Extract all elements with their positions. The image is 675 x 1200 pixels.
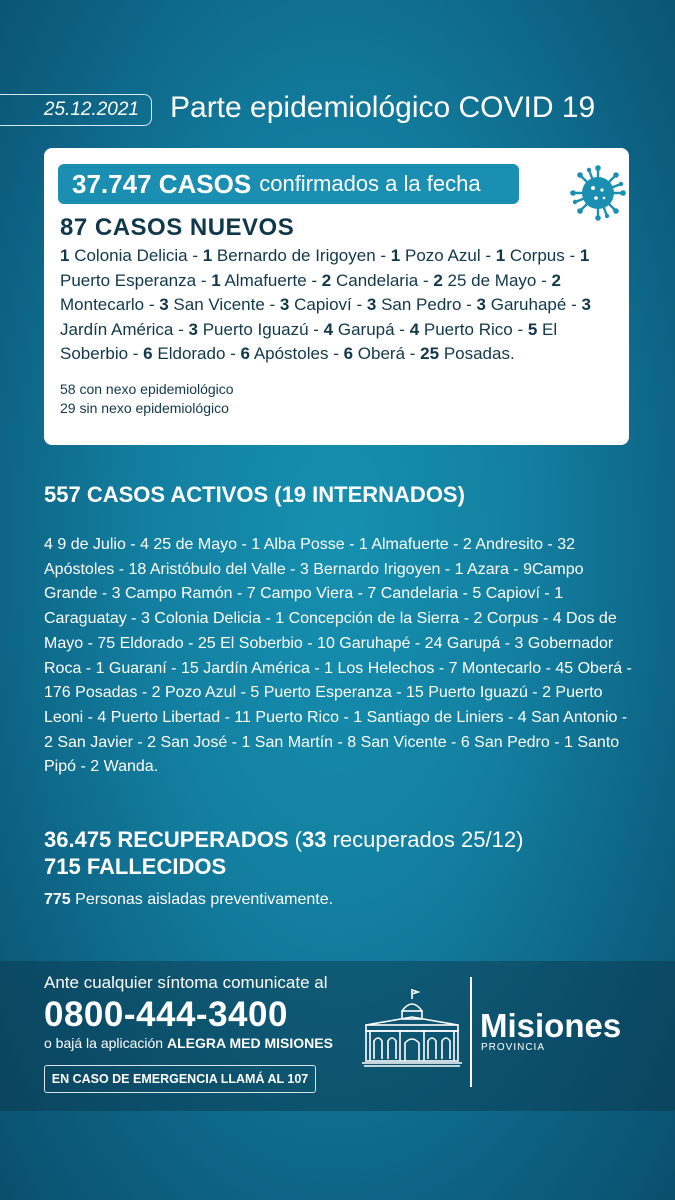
active-case-item: 7 Candelaria [367, 585, 459, 603]
new-case-place: Candelaria [335, 270, 419, 290]
new-case-item [367, 295, 462, 314]
active-case-item: 10 Garuhapé [317, 634, 411, 652]
isolated-line [44, 891, 333, 909]
new-case-item [60, 246, 188, 265]
active-case-item: 2 Corpus [473, 610, 539, 628]
active-case-item: 2 Wanda. [90, 758, 159, 776]
new-case-count: 2 [433, 270, 443, 290]
new-case-place: Puerto Esperanza [60, 270, 197, 290]
new-case-count: 1 [579, 246, 590, 265]
active-case-item: 176 Posadas [44, 684, 138, 702]
active-case-item: 9Campo Grande [44, 560, 584, 603]
new-case-count: 2 [321, 270, 332, 290]
new-case-count: 25 [420, 344, 440, 364]
nexo-without: 29 sin nexo epidemiológico [60, 400, 229, 416]
new-case-place: Bernardo de Irigoyen [216, 246, 376, 265]
new-case-item [143, 344, 225, 363]
recovered-open: ( [294, 827, 302, 852]
date-badge [0, 94, 152, 126]
footer-contact-text: Ante cualquier síntoma comunicate al [44, 973, 328, 992]
virus-icon [568, 163, 628, 223]
new-case-item [391, 246, 481, 265]
active-case-item: 2 San José [147, 733, 228, 751]
new-case-count: 4 [409, 319, 420, 339]
new-case-item [410, 320, 513, 339]
new-case-count: 3 [581, 295, 591, 315]
active-case-item: 1 San Martín [241, 733, 334, 751]
active-case-item: 4 25 de Mayo [140, 536, 238, 553]
active-case-item: 1 Santo Pipó [44, 733, 620, 776]
isolated-text: Personas aisladas preventivamente. [75, 891, 334, 908]
new-cases-list: 1 Colonia Delicia - 1 Bernardo de Irigoyen - 1 Pozo Azul - 1 Corpus - 1 Puerto Esperanza - 1 Almafuerte - 2 Candelaria - 2 25 de Mayo - 2 Montecarlo - 3 San Vicente - 3 Capioví - 3 San Pedro - 3 Garuhapé - 3 Jardín América - 3 Puerto Iguazú - 4 Garupá - 4 Puerto Rico - 5 El Soberbio - 6 Eldorado - 6 Apóstoles - 6 Oberá - 25 Posadas. [60, 246, 591, 364]
new-case-place: Garupá [337, 319, 395, 339]
recovered-deaths [44, 826, 523, 880]
new-case-item [241, 344, 329, 363]
recovered-today-number: 33 [302, 827, 327, 852]
active-case-item: 8 San Vicente [347, 733, 447, 751]
footer-app-prefix: o bajá la aplicación [44, 1035, 164, 1051]
emergency-text: EN CASO DE EMERGENCIA LLAMÁ AL 107 [51, 1072, 309, 1086]
logo-divider [470, 977, 472, 1087]
active-case-item: 1 Azara [454, 560, 509, 578]
new-case-count: 3 [188, 319, 198, 339]
new-case-place: San Pedro [381, 295, 462, 315]
nexo-with: 58 con nexo epidemiológico [60, 381, 234, 397]
page-title: Parte epidemiológico COVID 19 [170, 91, 596, 124]
new-case-place: Puerto Rico [423, 319, 513, 339]
footer-phone[interactable]: 0800-444-3400 [44, 995, 288, 1034]
new-case-count: 6 [143, 344, 153, 364]
footer [0, 961, 675, 1111]
new-case-place: San Vicente [173, 295, 265, 315]
new-case-place: Corpus [509, 246, 565, 265]
emergency-box [44, 1065, 316, 1093]
new-case-item [203, 246, 376, 265]
active-case-item: 15 Puerto Iguazú [405, 684, 528, 702]
new-case-item [420, 344, 515, 363]
new-case-place: Posadas. [443, 344, 515, 364]
active-case-item: 32 Apóstoles [44, 536, 575, 578]
active-case-item: 3 Colonia Delicia [140, 610, 261, 628]
summary-card [44, 148, 629, 445]
deaths-number: 715 FALLECIDOS [44, 854, 227, 879]
new-case-item [477, 295, 567, 314]
new-case-count: 6 [343, 344, 354, 364]
active-case-item: 45 Oberá [555, 659, 623, 677]
new-case-count: 5 [527, 319, 538, 339]
government-building-icon [362, 987, 462, 1067]
active-case-item: 18 Aristóbulo del Valle [128, 560, 286, 578]
new-case-count: 2 [551, 270, 561, 290]
active-cases-title: 557 CASOS ACTIVOS (19 INTERNADOS) [44, 482, 465, 507]
recovered-today-text: recuperados 25/12) [332, 827, 524, 852]
new-case-place: Puerto Iguazú [202, 319, 309, 339]
footer-app-name[interactable]: ALEGRA MED MISIONES [166, 1035, 333, 1051]
active-case-item: 2 Pozo Azul [151, 684, 237, 702]
active-case-item: 24 Garupá [424, 634, 501, 652]
footer-app-line [44, 1035, 333, 1051]
active-case-item: 75 Eldorado [97, 634, 184, 652]
new-case-place: 25 de Mayo [447, 270, 537, 290]
new-case-count: 1 [202, 246, 213, 265]
new-case-place: Garuhapé [490, 295, 567, 315]
active-case-item: 11 Puerto Rico [234, 708, 339, 726]
active-case-item: 1 Almafuerte [358, 536, 449, 553]
new-case-item [496, 246, 565, 265]
total-cases-number: 37.747 CASOS [72, 168, 252, 199]
date-text: 25.12.2021 [43, 99, 139, 120]
new-case-item [324, 320, 395, 339]
active-case-item: 3 Gobernador Roca [44, 634, 614, 677]
new-case-count: 1 [60, 246, 70, 265]
new-case-place: Oberá [357, 344, 406, 364]
new-case-item [322, 271, 418, 290]
new-case-place: Jardín América [60, 319, 174, 339]
new-case-place: Pozo Azul [405, 246, 481, 265]
new-case-place: Colonia Delicia [74, 246, 188, 265]
active-case-item: 4 Puerto Libertad [97, 708, 221, 726]
new-case-count: 1 [495, 246, 506, 265]
new-case-count: 3 [366, 295, 377, 315]
active-case-item: 4 9 de Julio [44, 536, 126, 553]
total-cases-banner [58, 164, 519, 204]
active-case-item: 4 Dos de Mayo [44, 610, 617, 652]
active-case-item: 25 El Soberbio [197, 634, 303, 652]
new-case-place: El Soberbio [60, 319, 558, 364]
active-case-item: 1 Santiago de Liniers [353, 708, 504, 726]
new-case-count: 1 [211, 270, 221, 290]
new-case-item [159, 295, 265, 314]
new-cases-title: 87 CASOS NUEVOS [60, 214, 295, 241]
recovered-number: 36.475 RECUPERADOS [44, 827, 289, 852]
deaths-line [44, 853, 523, 880]
active-case-item: 5 Capioví [472, 585, 540, 603]
active-case-item: 3 Bernardo Irigoyen [299, 560, 441, 578]
active-case-item: 7 Montecarlo [448, 659, 542, 677]
new-case-count: 3 [159, 295, 169, 315]
isolated-number: 775 [44, 891, 71, 908]
active-case-item: 1 Los Helechos [324, 659, 435, 677]
new-case-count: 3 [279, 295, 290, 315]
active-cases-list: 4 9 de Julio - 4 25 de Mayo - 1 Alba Posse - 1 Almafuerte - 2 Andresito - 32 Apóstoles - 18 Aristóbulo del Valle - 3 Bernardo Irigoyen - 1 Azara - 9Campo Grande - 3 Campo Ramón - 7 Campo Viera - 7 Candelaria - 5 Capioví - 1 Caraguatay - 3 Colonia Delicia - 1 Concepción de la Sierra - 2 Corpus - 4 Dos de Mayo - 75 Eldorado - 25 El Soberbio - 10 Garuhapé - 24 Garupá - 3 Gobernador Roca - 1 Guaraní - 15 Jardín América - 1 Los Helechos - 7 Montecarlo - 45 Oberá - 176 Posadas - 2 Pozo Azul - 5 Puerto Esperanza - 15 Puerto Iguazú - 2 Puerto Leoni - 4 Puerto Libertad - 11 Puerto Rico - 1 Santiago de Liniers - 4 San Antonio - 2 San Javier - 2 San José - 1 San Martín - 8 San Vicente - 6 San Pedro - 1 Santo Pipó - 2 Wanda. [44, 536, 632, 776]
active-case-item: 1 Caraguatay [44, 585, 564, 628]
active-case-item: 2 Andresito [462, 536, 543, 553]
new-case-item [211, 271, 306, 290]
new-case-place: Apóstoles [253, 344, 329, 364]
logo-subtitle: PROVINCIA [481, 1042, 546, 1053]
active-case-item: 2 San Javier [44, 733, 133, 751]
new-case-place: Eldorado [157, 344, 226, 364]
new-case-count: 1 [390, 246, 401, 265]
active-case-item: 1 Alba Posse [251, 536, 345, 553]
total-cases-text: confirmados a la fecha [259, 171, 481, 196]
active-case-item: 7 Campo Viera [246, 585, 354, 603]
active-case-item: 3 Campo Ramón [111, 585, 233, 603]
active-case-item: 6 San Pedro [460, 733, 550, 751]
active-case-item: 2 Puerto Leoni [44, 684, 603, 726]
active-case-item: 1 Concepción de la Sierra [275, 610, 460, 628]
new-case-item [280, 295, 352, 314]
new-case-count: 4 [323, 319, 334, 339]
active-case-item: 1 Guaraní [95, 659, 167, 677]
active-case-item: 4 San Antonio [517, 708, 618, 726]
new-case-item [189, 320, 309, 339]
active-case-item: 5 Puerto Esperanza [250, 684, 392, 702]
new-case-place: Capioví [294, 295, 352, 315]
new-case-place: Almafuerte [224, 270, 307, 290]
nexo-info [60, 380, 234, 418]
new-case-item [344, 344, 405, 363]
new-case-count: 3 [476, 295, 486, 315]
logo-name: Misiones [480, 1007, 622, 1044]
new-case-count: 6 [240, 344, 251, 364]
new-case-item [433, 271, 536, 290]
new-case-place: Montecarlo [60, 295, 145, 315]
recovered-line [44, 826, 523, 853]
active-case-item: 15 Jardín América [180, 659, 310, 677]
